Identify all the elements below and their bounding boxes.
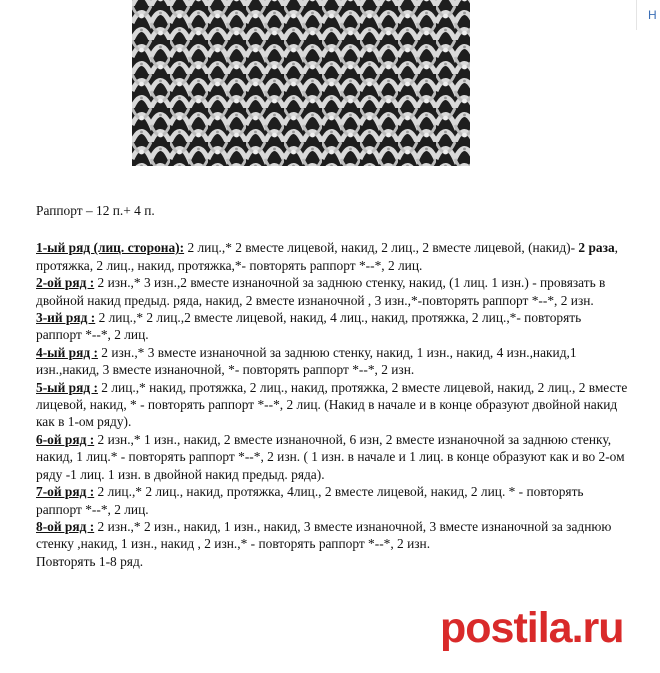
rapport-line: Раппорт – 12 п.+ 4 п.: [36, 203, 155, 218]
repeat-note: Повторять 1-8 ряд.: [36, 553, 144, 569]
side-link[interactable]: Н: [648, 8, 657, 22]
row-text: 2 лиц.,* 2 вместе лицевой, накид, 2 лиц., 2 вместе лицевой, (накид)-: [184, 240, 579, 256]
row-label: 4-ый ряд :: [36, 344, 98, 360]
side-divider: [636, 0, 637, 30]
row-label: 1-ый ряд (лиц. сторона):: [36, 240, 185, 256]
row-label: 2-ой ряд :: [36, 275, 95, 291]
row-text: 2 изн.,* 3 изн.,2 вместе изнаночной за заднюю стенку, накид, (1 лиц. 1 изн.) - провязать в двойной накид предыд. ряда, накид, 2 вместе изнаночной , 3 изн.,*-повторять раппорт *--*, 2 изн.: [36, 275, 606, 308]
row-emphasis: 2 раза: [578, 240, 615, 256]
instruction-row: [36, 431, 628, 483]
instruction-row: [36, 483, 628, 518]
lace-knitting-photo-icon: [132, 0, 470, 166]
instruction-row: [36, 274, 628, 309]
row-text: 2 изн.,* 1 изн., накид, 2 вместе изнаночной, 6 изн, 2 вместе изнаночной за заднюю стенку, накид, 1 лиц.* - повторять раппорт *--*, 2 изн. ( 1 изн. в начале и 1 лиц. в конце образуют как и во 2-ом ряду -1 лиц. 1 изн. в двойной накид предыд. ряда).: [36, 431, 625, 482]
instruction-row: [36, 309, 628, 344]
watermark-logo: postila.ru: [440, 604, 624, 652]
row-text: 2 изн.,* 3 вместе изнаночной за заднюю стенку, накид, 1 изн., накид, 4 изн.,накид,1 изн.,накид, 3 вместе изнаночной, *- повторять раппорт *--*, 2 изн.: [36, 344, 577, 378]
instruction-row: [36, 239, 628, 274]
instruction-row: [36, 344, 628, 379]
instruction-row: [36, 379, 628, 431]
instruction-row: [36, 518, 628, 553]
row-text-continued: , протяжка, 2 лиц., накид, протяжка,*- повторять раппорт *--*, 2 лиц.: [36, 240, 619, 273]
row-label: 8-ой ряд :: [36, 518, 95, 534]
row-label: 6-ой ряд :: [36, 431, 95, 447]
pattern-instructions: [36, 202, 628, 570]
row-list: [36, 239, 628, 552]
row-text: 2 лиц.,* накид, протяжка, 2 лиц., накид, протяжка, 2 вместе лицевой, накид, 2 лиц., 2 вместе лицевой, накид, * - повторять раппорт *--*, 2 лиц. (Накид в начале и в конце образуют двойной накид как в 1-ом ряду).: [36, 379, 628, 430]
row-label: 3-ий ряд :: [36, 310, 96, 326]
row-text: 2 изн.,* 2 изн., накид, 1 изн., накид, 3 вместе изнаночной, 3 вместе изнаночной за заднюю стенку ,накид, 1 изн., накид , 2 изн.,* - повторять раппорт *--*, 2 изн.: [36, 518, 612, 552]
row-text: 2 лиц.,* 2 лиц., накид, протяжка, 4лиц., 2 вместе лицевой, накид, 2 лиц. * - повторять раппорт *--*, 2 лиц.: [36, 484, 584, 517]
row-label: 7-ой ряд :: [36, 484, 95, 500]
row-label: 5-ый ряд :: [36, 379, 98, 395]
row-text: 2 лиц.,* 2 лиц.,2 вместе лицевой, накид, 4 лиц., накид, протяжка, 2 лиц.,*- повторять раппорт *--*, 2 лиц.: [36, 310, 582, 343]
lace-pattern-photo: [132, 0, 470, 166]
